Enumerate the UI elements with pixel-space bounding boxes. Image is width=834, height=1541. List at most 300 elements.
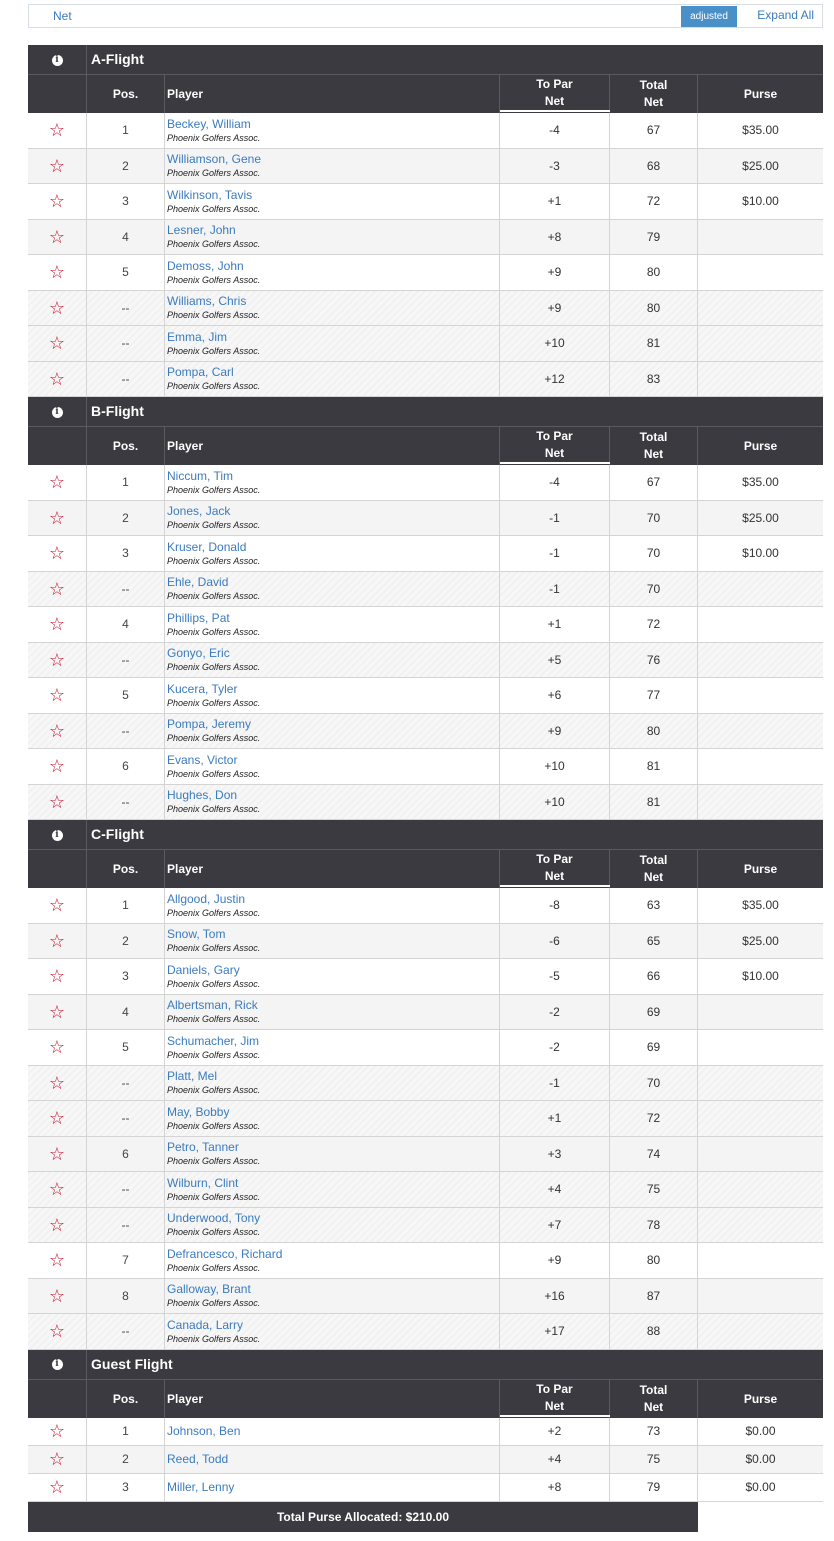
table-row xyxy=(28,1418,823,1446)
purse-cell xyxy=(698,995,823,1030)
purse-cell xyxy=(698,1314,823,1349)
star-outline-icon[interactable]: ☆ xyxy=(48,966,66,987)
total-header-line2: Net xyxy=(643,447,664,461)
favorite-cell xyxy=(28,501,87,536)
player-name-link[interactable]: Schumacher, Jim xyxy=(167,1033,260,1048)
player-name-link[interactable]: Platt, Mel xyxy=(167,1069,218,1084)
player-cell xyxy=(165,149,500,184)
position-cell: 5 xyxy=(87,255,165,290)
topar-cell: +1 xyxy=(500,1101,610,1136)
player-name-link[interactable]: Gonyo, Eric xyxy=(167,646,230,661)
player-cell xyxy=(165,220,500,255)
player-name-link[interactable]: Galloway, Brant xyxy=(167,1282,251,1297)
favorite-cell xyxy=(28,1243,87,1278)
position-cell: 2 xyxy=(87,149,165,184)
flight-title: Guest Flight xyxy=(91,1355,173,1372)
table-row xyxy=(28,749,823,785)
expand-all-link[interactable]: Expand All xyxy=(757,8,814,22)
purse-cell xyxy=(698,1279,823,1314)
player-name-link[interactable]: Kucera, Tyler xyxy=(167,681,238,696)
topar-cell: +1 xyxy=(500,607,610,642)
total-cell: 80 xyxy=(610,255,698,290)
flight-section xyxy=(28,820,823,1350)
table-row xyxy=(28,220,823,256)
total-cell: 72 xyxy=(610,1101,698,1136)
player-club: Phoenix Golfers Assoc. xyxy=(167,591,261,602)
purse-cell xyxy=(698,714,823,749)
purse-column-header[interactable]: Purse xyxy=(743,862,778,876)
total-cell: 80 xyxy=(610,714,698,749)
total-cell: 79 xyxy=(610,1474,698,1501)
total-header-line1: Total xyxy=(639,78,668,92)
player-name-link[interactable]: Wilkinson, Tavis xyxy=(167,187,253,202)
topar-column-header[interactable] xyxy=(500,75,610,113)
flight-section xyxy=(28,45,823,397)
total-cell: 81 xyxy=(610,326,698,361)
total-cell: 75 xyxy=(610,1172,698,1207)
column-header-row xyxy=(28,427,823,465)
star-outline-icon[interactable]: ☆ xyxy=(48,262,66,283)
purse-column-header[interactable]: Purse xyxy=(743,1391,778,1406)
purse-cell xyxy=(698,572,823,607)
star-outline-icon[interactable]: ☆ xyxy=(48,1285,66,1306)
favorite-cell xyxy=(28,255,87,290)
position-cell: -- xyxy=(87,572,165,607)
favorite-cell xyxy=(28,995,87,1030)
topar-column-header[interactable] xyxy=(500,427,610,465)
player-column-header[interactable]: Player xyxy=(165,427,500,465)
star-outline-icon[interactable]: ☆ xyxy=(48,1421,66,1441)
player-cell xyxy=(165,1314,500,1349)
player-cell xyxy=(165,643,500,678)
star-outline-icon[interactable]: ☆ xyxy=(48,1037,66,1058)
player-club: Phoenix Golfers Assoc. xyxy=(167,239,261,250)
topar-cell: +4 xyxy=(500,1446,610,1473)
player-club: Phoenix Golfers Assoc. xyxy=(167,1014,261,1025)
purse-cell: $35.00 xyxy=(742,475,779,490)
total-cell: 65 xyxy=(610,924,698,959)
position-cell: -- xyxy=(87,714,165,749)
position-cell: -- xyxy=(87,785,165,820)
total-cell: 67 xyxy=(610,465,698,500)
player-cell xyxy=(165,1474,500,1501)
table-row xyxy=(28,1066,823,1102)
flight-rows xyxy=(28,1418,823,1502)
star-outline-icon[interactable]: ☆ xyxy=(48,368,66,389)
player-name-link[interactable]: Johnson, Ben xyxy=(167,1423,241,1438)
star-outline-icon[interactable]: ☆ xyxy=(48,507,66,528)
player-club: Phoenix Golfers Assoc. xyxy=(167,345,261,356)
position-cell: 1 xyxy=(87,1418,165,1445)
player-cell xyxy=(165,1418,500,1445)
player-club: Phoenix Golfers Assoc. xyxy=(167,520,261,531)
total-cell: 73 xyxy=(610,1418,698,1445)
topar-cell: +6 xyxy=(500,678,610,713)
star-outline-icon[interactable]: ☆ xyxy=(48,226,66,247)
player-name-link[interactable]: Wilburn, Clint xyxy=(167,1175,239,1190)
star-outline-icon[interactable]: ☆ xyxy=(48,1449,66,1469)
favorite-cell xyxy=(28,149,87,184)
player-club: Phoenix Golfers Assoc. xyxy=(167,697,261,708)
pos-column-header[interactable]: Pos. xyxy=(87,1380,165,1418)
player-name-link[interactable]: Jones, Jack xyxy=(167,504,231,519)
player-cell xyxy=(165,1066,500,1101)
net-link[interactable]: Net xyxy=(53,9,72,23)
total-cell: 88 xyxy=(610,1314,698,1349)
total-column-header[interactable] xyxy=(610,850,698,888)
favorite-cell xyxy=(28,1279,87,1314)
player-name-link[interactable]: Ehle, David xyxy=(167,575,229,590)
table-row xyxy=(28,1314,823,1350)
player-name-link[interactable]: Lesner, John xyxy=(167,223,236,238)
total-cell: 66 xyxy=(610,959,698,994)
star-outline-icon[interactable]: ☆ xyxy=(48,791,66,812)
star-outline-icon[interactable]: ☆ xyxy=(48,1108,66,1129)
favorite-cell xyxy=(28,536,87,571)
total-cell: 76 xyxy=(610,643,698,678)
favorite-column-header xyxy=(28,850,87,888)
player-name-link[interactable]: Emma, Jim xyxy=(167,329,227,344)
favorite-column-header xyxy=(28,75,87,113)
player-name-link[interactable]: May, Bobby xyxy=(167,1104,230,1119)
player-cell xyxy=(165,924,500,959)
position-cell: 6 xyxy=(87,1137,165,1172)
player-name-link[interactable]: Pompa, Jeremy xyxy=(167,717,252,732)
topar-cell: +9 xyxy=(500,291,610,326)
position-cell: 3 xyxy=(87,1474,165,1501)
position-cell: 8 xyxy=(87,1279,165,1314)
topar-cell: -8 xyxy=(500,888,610,923)
total-cell: 81 xyxy=(610,749,698,784)
table-row xyxy=(28,888,823,924)
player-name-link[interactable]: Kruser, Donald xyxy=(167,539,247,554)
player-club: Phoenix Golfers Assoc. xyxy=(167,1298,261,1309)
player-name-link[interactable]: Williams, Chris xyxy=(167,294,247,309)
star-outline-icon[interactable]: ☆ xyxy=(48,1477,66,1497)
table-row xyxy=(28,113,823,149)
total-header-line1: Total xyxy=(639,853,668,867)
player-club: Phoenix Golfers Assoc. xyxy=(167,1333,261,1344)
player-cell xyxy=(165,678,500,713)
player-name-link[interactable]: Albertsman, Rick xyxy=(167,998,258,1013)
player-name-link[interactable]: Niccum, Tim xyxy=(167,468,233,483)
favorite-cell xyxy=(28,362,87,397)
player-club: Phoenix Golfers Assoc. xyxy=(167,168,261,179)
purse-cell xyxy=(698,607,823,642)
player-club: Phoenix Golfers Assoc. xyxy=(167,733,261,744)
player-cell xyxy=(165,113,500,148)
topar-cell: -1 xyxy=(500,572,610,607)
table-row xyxy=(28,501,823,537)
player-cell xyxy=(165,1137,500,1172)
table-row xyxy=(28,959,823,995)
favorite-cell xyxy=(28,607,87,642)
total-cell: 79 xyxy=(610,220,698,255)
topar-cell: -5 xyxy=(500,959,610,994)
favorite-cell xyxy=(28,924,87,959)
star-outline-icon[interactable]: ☆ xyxy=(48,1143,66,1164)
star-outline-icon[interactable]: ☆ xyxy=(48,1072,66,1093)
topar-cell: -1 xyxy=(500,1066,610,1101)
topar-header-line1: To Par xyxy=(536,1381,573,1396)
column-header-row xyxy=(28,1380,823,1418)
player-cell xyxy=(165,1243,500,1278)
total-cell: 67 xyxy=(610,113,698,148)
player-name-link[interactable]: Pompa, Carl xyxy=(167,365,234,380)
flight-rows xyxy=(28,888,823,1350)
star-outline-icon[interactable]: ☆ xyxy=(48,930,66,951)
purse-column-header[interactable]: Purse xyxy=(743,87,778,101)
player-cell xyxy=(165,714,500,749)
player-name-link[interactable]: Beckey, William xyxy=(167,116,251,131)
purse-cell xyxy=(698,678,823,713)
purse-cell xyxy=(698,326,823,361)
star-outline-icon[interactable]: ☆ xyxy=(48,1214,66,1235)
info-icon: i xyxy=(52,55,63,66)
pos-column-header[interactable]: Pos. xyxy=(87,850,165,888)
flight-title: B-Flight xyxy=(91,403,144,419)
star-outline-icon[interactable]: ☆ xyxy=(48,1321,66,1342)
position-cell: -- xyxy=(87,1172,165,1207)
total-header-line2: Net xyxy=(643,870,664,884)
topar-cell: +16 xyxy=(500,1279,610,1314)
player-cell xyxy=(165,1208,500,1243)
purse-cell xyxy=(698,291,823,326)
flight-info-button[interactable] xyxy=(28,397,87,427)
total-cell: 72 xyxy=(610,607,698,642)
flight-header xyxy=(28,1350,823,1380)
topar-cell: +17 xyxy=(500,1314,610,1349)
player-column-header[interactable]: Player xyxy=(165,850,500,888)
player-name-link[interactable]: Petro, Tanner xyxy=(167,1140,239,1155)
star-outline-icon[interactable]: ☆ xyxy=(48,685,66,706)
table-row xyxy=(28,785,823,821)
player-cell xyxy=(165,255,500,290)
favorite-cell xyxy=(28,1030,87,1065)
purse-cell xyxy=(698,1172,823,1207)
flight-rows xyxy=(28,465,823,820)
pos-column-header[interactable]: Pos. xyxy=(87,75,165,113)
favorite-cell xyxy=(28,326,87,361)
player-club: Phoenix Golfers Assoc. xyxy=(167,1191,261,1202)
topar-cell: -3 xyxy=(500,149,610,184)
purse-column-header[interactable]: Purse xyxy=(743,439,778,453)
total-cell: 70 xyxy=(610,1066,698,1101)
player-name-link[interactable]: Phillips, Pat xyxy=(167,610,230,625)
total-column-header[interactable] xyxy=(610,75,698,113)
total-cell: 68 xyxy=(610,149,698,184)
player-name-link[interactable]: Demoss, John xyxy=(167,258,244,273)
table-row xyxy=(28,924,823,960)
table-row xyxy=(28,1208,823,1244)
total-cell: 77 xyxy=(610,678,698,713)
table-row xyxy=(28,995,823,1031)
favorite-cell xyxy=(28,643,87,678)
favorite-cell xyxy=(28,220,87,255)
player-cell xyxy=(165,607,500,642)
player-club: Phoenix Golfers Assoc. xyxy=(167,484,261,495)
total-column-header[interactable] xyxy=(610,427,698,465)
position-cell: -- xyxy=(87,643,165,678)
position-cell: -- xyxy=(87,362,165,397)
favorite-cell xyxy=(28,1418,87,1445)
player-name-link[interactable]: Evans, Victor xyxy=(167,752,238,767)
total-column-header[interactable] xyxy=(610,1380,698,1418)
star-outline-icon[interactable]: ☆ xyxy=(48,1250,66,1271)
topar-header-line1: To Par xyxy=(536,852,573,866)
total-cell: 83 xyxy=(610,362,698,397)
total-cell: 80 xyxy=(610,291,698,326)
player-club: Phoenix Golfers Assoc. xyxy=(167,1262,261,1273)
favorite-cell xyxy=(28,1208,87,1243)
topar-cell: +3 xyxy=(500,1137,610,1172)
player-cell xyxy=(165,326,500,361)
star-outline-icon[interactable]: ☆ xyxy=(48,1179,66,1200)
purse-cell xyxy=(698,643,823,678)
player-name-link[interactable]: Hughes, Don xyxy=(167,788,238,803)
player-cell xyxy=(165,184,500,219)
player-cell xyxy=(165,291,500,326)
player-name-link[interactable]: Snow, Tom xyxy=(167,927,226,942)
table-row xyxy=(28,643,823,679)
purse-cell xyxy=(698,255,823,290)
player-name-link[interactable]: Defrancesco, Richard xyxy=(167,1246,283,1261)
flight-title: C-Flight xyxy=(91,826,144,842)
favorite-cell xyxy=(28,959,87,994)
star-outline-icon[interactable]: ☆ xyxy=(48,614,66,635)
player-club: Phoenix Golfers Assoc. xyxy=(167,1120,261,1131)
player-name-link[interactable]: Canada, Larry xyxy=(167,1317,244,1332)
purse-cell: $0.00 xyxy=(745,1452,776,1466)
star-outline-icon[interactable]: ☆ xyxy=(48,472,66,493)
player-club: Phoenix Golfers Assoc. xyxy=(167,943,261,954)
table-row xyxy=(28,1446,823,1474)
star-outline-icon[interactable]: ☆ xyxy=(48,155,66,176)
player-column-header[interactable]: Player xyxy=(165,75,500,113)
player-name-link[interactable]: Daniels, Gary xyxy=(167,962,240,977)
position-cell: 2 xyxy=(87,501,165,536)
player-club: Phoenix Golfers Assoc. xyxy=(167,978,261,989)
topar-cell: +5 xyxy=(500,643,610,678)
star-outline-icon[interactable]: ☆ xyxy=(48,543,66,564)
total-cell: 81 xyxy=(610,785,698,820)
leaderboard xyxy=(28,45,823,1532)
topar-cell: +10 xyxy=(500,326,610,361)
position-cell: 7 xyxy=(87,1243,165,1278)
topar-cell: -4 xyxy=(500,465,610,500)
view-toolbar xyxy=(28,4,823,28)
player-cell xyxy=(165,501,500,536)
player-name-link[interactable]: Williamson, Gene xyxy=(167,152,262,167)
star-outline-icon[interactable]: ☆ xyxy=(48,578,66,599)
favorite-cell xyxy=(28,572,87,607)
topar-cell: -1 xyxy=(500,501,610,536)
pos-column-header[interactable]: Pos. xyxy=(87,427,165,465)
favorite-cell xyxy=(28,1446,87,1473)
favorite-cell xyxy=(28,1314,87,1349)
position-cell: 4 xyxy=(87,220,165,255)
position-cell: 1 xyxy=(87,888,165,923)
player-club: Phoenix Golfers Assoc. xyxy=(167,907,261,918)
star-outline-icon[interactable]: ☆ xyxy=(48,895,66,916)
star-outline-icon[interactable]: ☆ xyxy=(48,333,66,354)
table-row xyxy=(28,184,823,220)
star-outline-icon[interactable]: ☆ xyxy=(48,649,66,670)
topar-cell: +10 xyxy=(500,749,610,784)
star-outline-icon[interactable]: ☆ xyxy=(48,720,66,741)
player-cell xyxy=(165,1101,500,1136)
topar-cell: +8 xyxy=(500,220,610,255)
total-cell: 72 xyxy=(610,184,698,219)
player-column-header[interactable]: Player xyxy=(165,1380,500,1418)
topar-cell: -2 xyxy=(500,1030,610,1065)
player-name-link[interactable]: Underwood, Tony xyxy=(167,1211,261,1226)
star-outline-icon[interactable]: ☆ xyxy=(48,120,66,141)
purse-cell: $10.00 xyxy=(742,546,779,561)
flight-info-button[interactable] xyxy=(28,1350,87,1380)
player-name-link[interactable]: Allgood, Justin xyxy=(167,891,246,906)
topar-header-line1: To Par xyxy=(536,77,573,91)
topar-cell: -6 xyxy=(500,924,610,959)
player-name-link[interactable]: Reed, Todd xyxy=(167,1451,229,1466)
favorite-column-header xyxy=(28,427,87,465)
topar-cell: +9 xyxy=(500,255,610,290)
star-outline-icon[interactable]: ☆ xyxy=(48,191,66,212)
star-outline-icon[interactable]: ☆ xyxy=(48,297,66,318)
topar-column-header[interactable] xyxy=(500,850,610,888)
total-cell: 87 xyxy=(610,1279,698,1314)
star-outline-icon[interactable]: ☆ xyxy=(48,1001,66,1022)
topar-column-header[interactable] xyxy=(500,1380,610,1418)
column-header-row xyxy=(28,75,823,113)
player-cell xyxy=(165,959,500,994)
table-row xyxy=(28,714,823,750)
favorite-cell xyxy=(28,749,87,784)
total-cell: 74 xyxy=(610,1137,698,1172)
position-cell: 1 xyxy=(87,113,165,148)
total-cell: 70 xyxy=(610,501,698,536)
player-cell xyxy=(165,465,500,500)
player-cell xyxy=(165,888,500,923)
favorite-cell xyxy=(28,113,87,148)
flight-section xyxy=(28,1350,823,1502)
favorite-cell xyxy=(28,1101,87,1136)
player-club: Phoenix Golfers Assoc. xyxy=(167,1049,261,1060)
position-cell: -- xyxy=(87,1066,165,1101)
position-cell: -- xyxy=(87,326,165,361)
player-cell xyxy=(165,1279,500,1314)
topar-cell: +8 xyxy=(500,1474,610,1501)
position-cell: 6 xyxy=(87,749,165,784)
total-header-line2: Net xyxy=(643,95,664,109)
purse-cell: $10.00 xyxy=(742,969,779,984)
total-header-line1: Total xyxy=(639,1382,668,1397)
flight-info-button[interactable] xyxy=(28,820,87,850)
adjusted-badge[interactable]: adjusted xyxy=(681,6,737,27)
star-outline-icon[interactable]: ☆ xyxy=(48,756,66,777)
topar-cell: +7 xyxy=(500,1208,610,1243)
total-cell: 69 xyxy=(610,995,698,1030)
player-name-link[interactable]: Miller, Lenny xyxy=(167,1479,235,1494)
favorite-cell xyxy=(28,1066,87,1101)
favorite-cell xyxy=(28,785,87,820)
flight-header xyxy=(28,820,823,850)
flight-info-button[interactable] xyxy=(28,45,87,75)
purse-cell xyxy=(698,1137,823,1172)
topar-header-line2: Net xyxy=(500,868,610,887)
purse-cell xyxy=(698,749,823,784)
total-cell: 69 xyxy=(610,1030,698,1065)
